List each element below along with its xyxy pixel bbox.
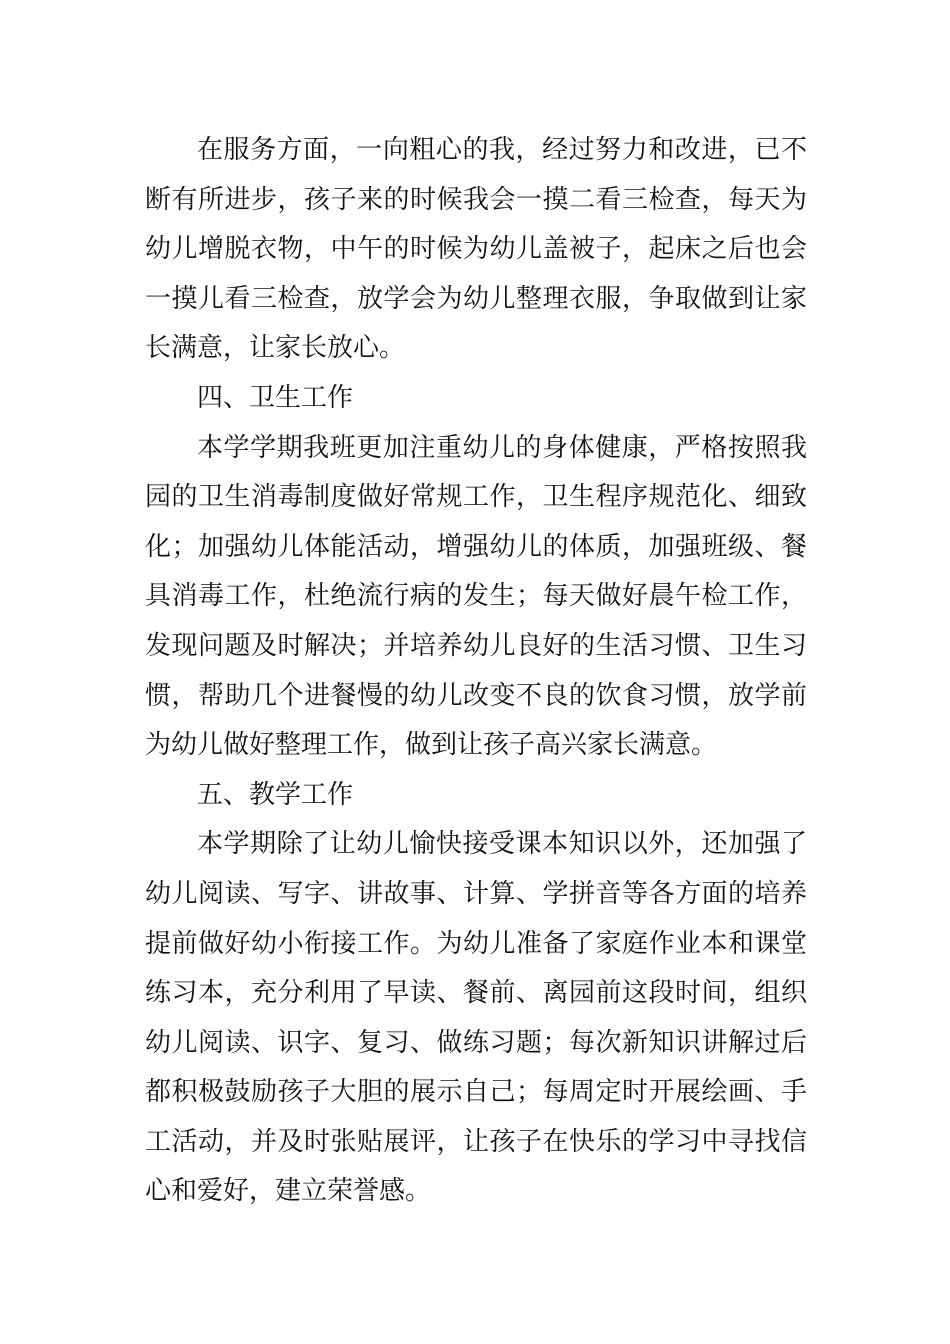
paragraph-hygiene: 本学学期我班更加注重幼儿的身体健康，严格按照我园的卫生消毒制度做好常规工作，卫生程序规范化、细致化；加强幼儿体能活动，增强幼儿的体质，加强班级、餐具消毒工作，杜绝流行病的发生；每天做好晨午检工作，发现问题及时解决；并培养幼儿良好的生活习惯、卫生习惯，帮助几个进餐慢的幼儿改变不良的饮食习惯，放学前为幼儿做好整理工作，做到让孩子高兴家长满意。 <box>145 432 807 761</box>
section-heading-teaching: 五、教学工作 <box>197 779 354 810</box>
paragraph-teaching: 本学期除了让幼儿愉快接受课本知识以外，还加强了幼儿阅读、写字、讲故事、计算、学拼音等各方面的培养提前做好幼小衔接工作。为幼儿准备了家庭作业本和课堂练习本，充分利用了早读、餐前、离园前这段时间，组织幼儿阅读、识字、复习、做练习题；每次新知识讲解过后都积极鼓励孩子大胆的展示自己；每周定时开展绘画、手工活动，并及时张贴展评，让孩子在快乐的学习中寻找信心和爱好，建立荣誉感。 <box>145 829 807 1207</box>
paragraph-service: 在服务方面，一向粗心的我，经过努力和改进，已不断有所进步，孩子来的时候我会一摸二看三检查，每天为幼儿增脱衣物，中午的时候为幼儿盖被子，起床之后也会一摸儿看三检查，放学会为幼儿整理衣服，争取做到让家长满意，让家长放心。 <box>145 135 807 364</box>
section-heading-hygiene: 四、卫生工作 <box>197 382 354 413</box>
document-page <box>145 126 807 1217</box>
